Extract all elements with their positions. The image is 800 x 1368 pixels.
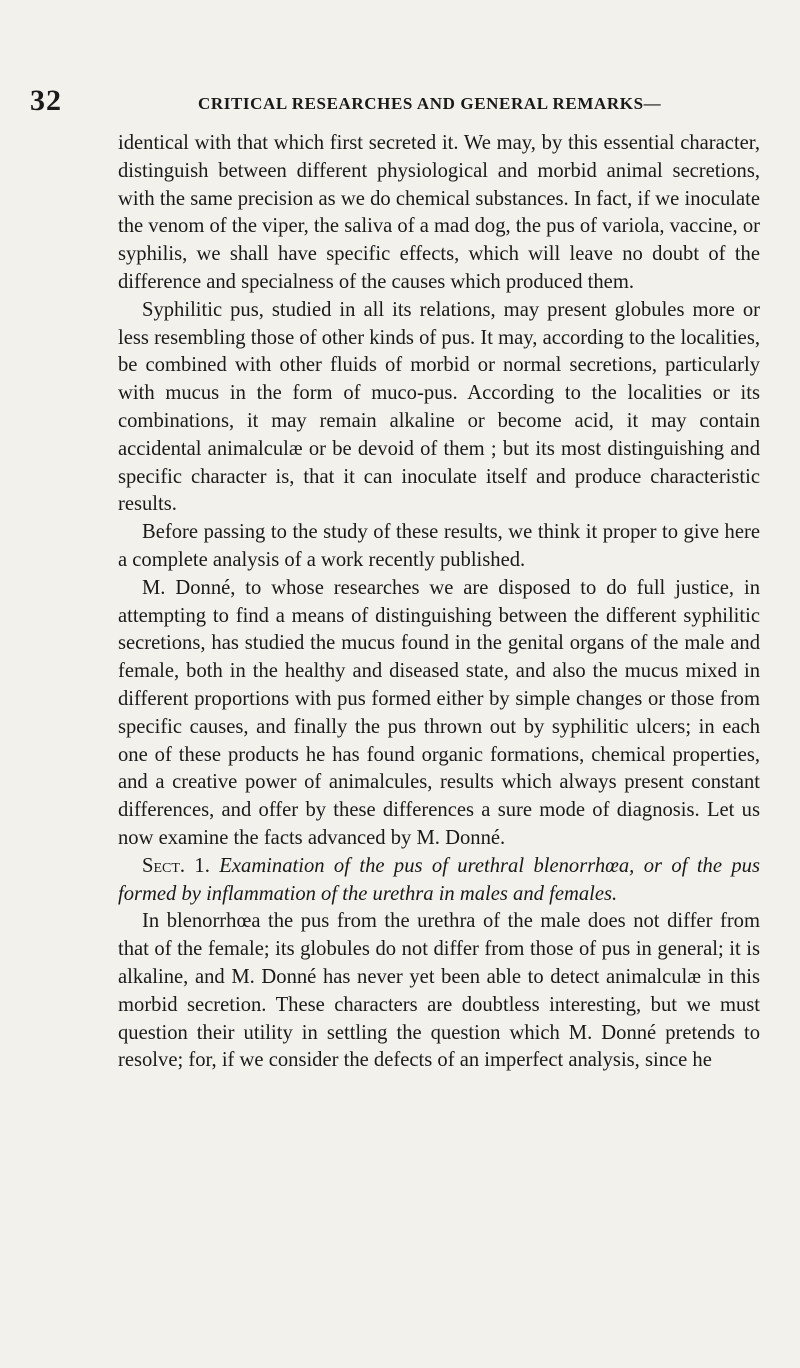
- body-text: [118, 130, 760, 1075]
- page-header: [30, 84, 760, 124]
- paragraph-4: M. Donné, to whose researches we are disposed to do full justice, in attempting to find a means of distinguishing between the different syphilitic secretions, has studied the mucus found in the genital organs of the male and female, both in the healthy and diseased state, and also the mucus mixed in different proportions with pus formed either by simple changes or those from specific causes, and finally the pus thrown out by syphilitic ulcers; in each one of these products he has found organic formations, chemical properties, and a creative power of animalcules, results which always present constant differences, and offer by these differences a sure mode of diagnosis. Let us now examine the facts advanced by M. Donné.: [118, 576, 760, 849]
- section-label: Sect. 1.: [142, 854, 210, 877]
- running-head: CRITICAL RESEARCHES AND GENERAL REMARKS—: [198, 94, 662, 113]
- paragraph-5: In blenorrhœa the pus from the urethra of the male does not differ from that of the female; its globules do not differ from those of pus in general; it is alkaline, and M. Donné has never yet been able to detect animalculæ in this morbid secretion. These characters are doubtless interesting, but we must question their utility in settling the question which M. Donné pretends to resolve; for, if we consider the defects of an imperfect analysis, since he: [118, 910, 760, 1072]
- paragraph-2: Syphilitic pus, studied in all its relations, may present globules more or less resembling those of other kinds of pus. It may, according to the localities, be combined with other fluids of morbid or normal secretions, particularly with mucus in the form of muco-pus. According to the localities or its combinations, it may remain alkaline or become acid, it may contain accidental animalculæ or be devoid of them ; but its most distinguishing and specific character is, that it can inoculate itself and produce characteristic results.: [118, 298, 760, 516]
- section-title: Examination of the pus of urethral blenorrhœa, or of the pus formed by inflammation of the urethra in males and females.: [118, 854, 760, 905]
- page-number: 32: [30, 84, 62, 117]
- section-heading: [118, 853, 760, 909]
- paragraph-3: Before passing to the study of these results, we think it proper to give here a complete analysis of a work recently published.: [118, 521, 760, 571]
- paragraph-1: identical with that which first secreted it. We may, by this essential character, distinguish between different physiological and morbid animal secretions, with the same precision as we do chemical substances. In fact, if we inoculate the venom of the viper, the saliva of a mad dog, the pus of variola, vaccine, or syphilis, we shall have specific effects, which will leave no doubt of the difference and specialness of the causes which produced them.: [118, 132, 760, 293]
